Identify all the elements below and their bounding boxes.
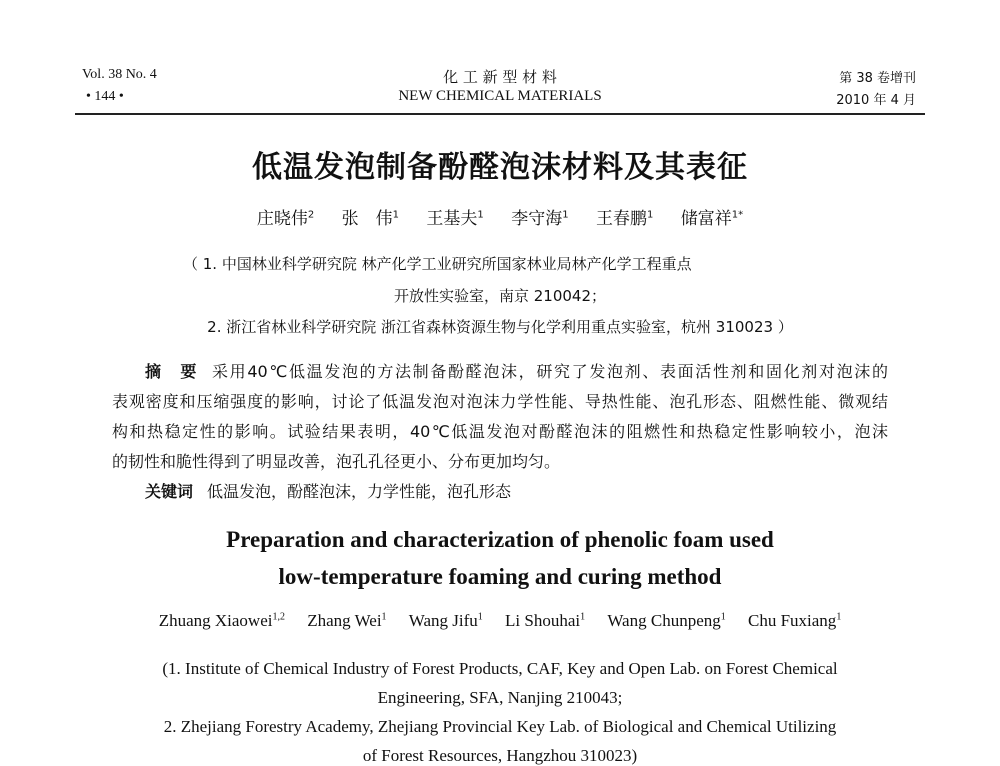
author-name: 储富祥 xyxy=(680,209,732,229)
author-name: 王基夫 xyxy=(426,209,478,229)
author-name: Zhuang Xiaowei xyxy=(158,611,273,630)
author xyxy=(159,611,285,630)
author-sup: 1 xyxy=(836,611,842,623)
affiliation-cn-1: （ 1. 中国林业科学研究院 林产化学工业研究所国家林业局林产化学工程重点 xyxy=(183,255,692,273)
affiliation-en-1: (1. Institute of Chemical Industry of Forest Products, CAF, Key and Open Lab. on Forest Chemical xyxy=(162,659,838,678)
author xyxy=(681,209,743,229)
author-sup: 1 xyxy=(646,209,654,221)
journal-title-en: NEW CHEMICAL MATERIALS xyxy=(398,88,602,104)
abstract-text: 采用40℃低温发泡的方法制备酚醛泡沫，研究了发泡剂、表面活性剂和固化剂对泡沫的 xyxy=(212,362,888,381)
header-rule xyxy=(75,113,925,115)
author-sup: 1* xyxy=(731,209,744,221)
author-sup: 1 xyxy=(392,209,400,221)
paper-title-cn: 低温发泡制备酚醛泡沫材料及其表征 xyxy=(252,150,748,185)
volume-number: Vol. 38 No. 4 xyxy=(82,67,157,82)
author-name: Wang Jifu xyxy=(408,611,478,630)
author-name: 李守海 xyxy=(511,209,563,229)
author-name: Li Shouhai xyxy=(505,611,581,630)
abstract-line: 表观密度和压缩强度的影响，讨论了低温发泡对泡沫力学性能、导热性能、泡孔形态、阻燃性能、微观结 xyxy=(112,392,888,411)
author-name: Zhang Wei xyxy=(307,611,382,630)
author xyxy=(342,209,399,229)
issue-label: 第 38 卷增刊 xyxy=(839,71,916,86)
author xyxy=(409,611,483,630)
author-sup: 1 xyxy=(580,611,586,623)
abstract-label: 摘 要 xyxy=(145,362,198,381)
abstract-line xyxy=(145,359,888,382)
keywords xyxy=(145,479,511,502)
affiliation-en-2: 2. Zhejiang Forestry Academy, Zhejiang Provincial Key Lab. of Biological and Chemical Utilizing xyxy=(163,717,837,736)
author-sup: 1 xyxy=(562,209,569,221)
author xyxy=(257,209,314,229)
author xyxy=(511,209,568,229)
journal-title-cn: 化 工 新 型 材 料 xyxy=(443,68,557,86)
author xyxy=(426,209,483,229)
author xyxy=(596,209,653,229)
abstract-line: 的韧性和脆性得到了明显改善，泡孔孔径更小、分布更加均匀。 xyxy=(112,452,561,471)
author-sup: 1 xyxy=(477,611,483,623)
paper-title-en-1: Preparation and characterization of phenolic foam used xyxy=(226,527,774,552)
paper-title-en-2: low-temperature foaming and curing method xyxy=(278,564,722,589)
author xyxy=(307,611,386,630)
author-sup: 1 xyxy=(720,611,726,623)
affiliation-cn-1-cont: 开放性实验室，南京 210042； xyxy=(393,287,607,305)
keywords-text: 低温发泡，酚醛泡沫，力学性能，泡孔形态 xyxy=(207,482,512,501)
author-name: 王春鹏 xyxy=(595,209,647,229)
author-sup: 1,2 xyxy=(272,611,285,623)
author-sup: 1 xyxy=(381,611,387,623)
author-name: 庄晓伟 xyxy=(256,209,308,229)
page-number: • 144 • xyxy=(86,89,124,104)
authors-en xyxy=(0,611,1000,631)
affiliation-en-2-cont: of Forest Resources, Hangzhou 310023) xyxy=(362,746,638,765)
affiliation-cn-2: 2. 浙江省林业科学研究院 浙江省森林资源生物与化学利用重点实验室，杭州 310023 ） xyxy=(207,318,793,336)
author-sup: 1 xyxy=(477,209,484,221)
abstract-line: 构和热稳定性的影响。试验结果表明，40℃低温发泡对酚醛泡沫的阻燃性和热稳定性影响较小，泡沫 xyxy=(112,422,888,441)
author-sup: 2 xyxy=(307,209,315,221)
keywords-label: 关键词 xyxy=(145,482,194,501)
authors-cn xyxy=(0,204,1000,229)
author xyxy=(748,611,841,630)
author xyxy=(607,611,725,630)
issue-date: 2010 年 4 月 xyxy=(836,93,916,108)
author-name: Chu Fuxiang xyxy=(748,611,837,630)
affiliation-en-1-cont: Engineering, SFA, Nanjing 210043; xyxy=(377,688,623,707)
author xyxy=(505,611,585,630)
author-name: 张 伟 xyxy=(341,209,393,229)
author-name: Wang Chunpeng xyxy=(607,611,721,630)
